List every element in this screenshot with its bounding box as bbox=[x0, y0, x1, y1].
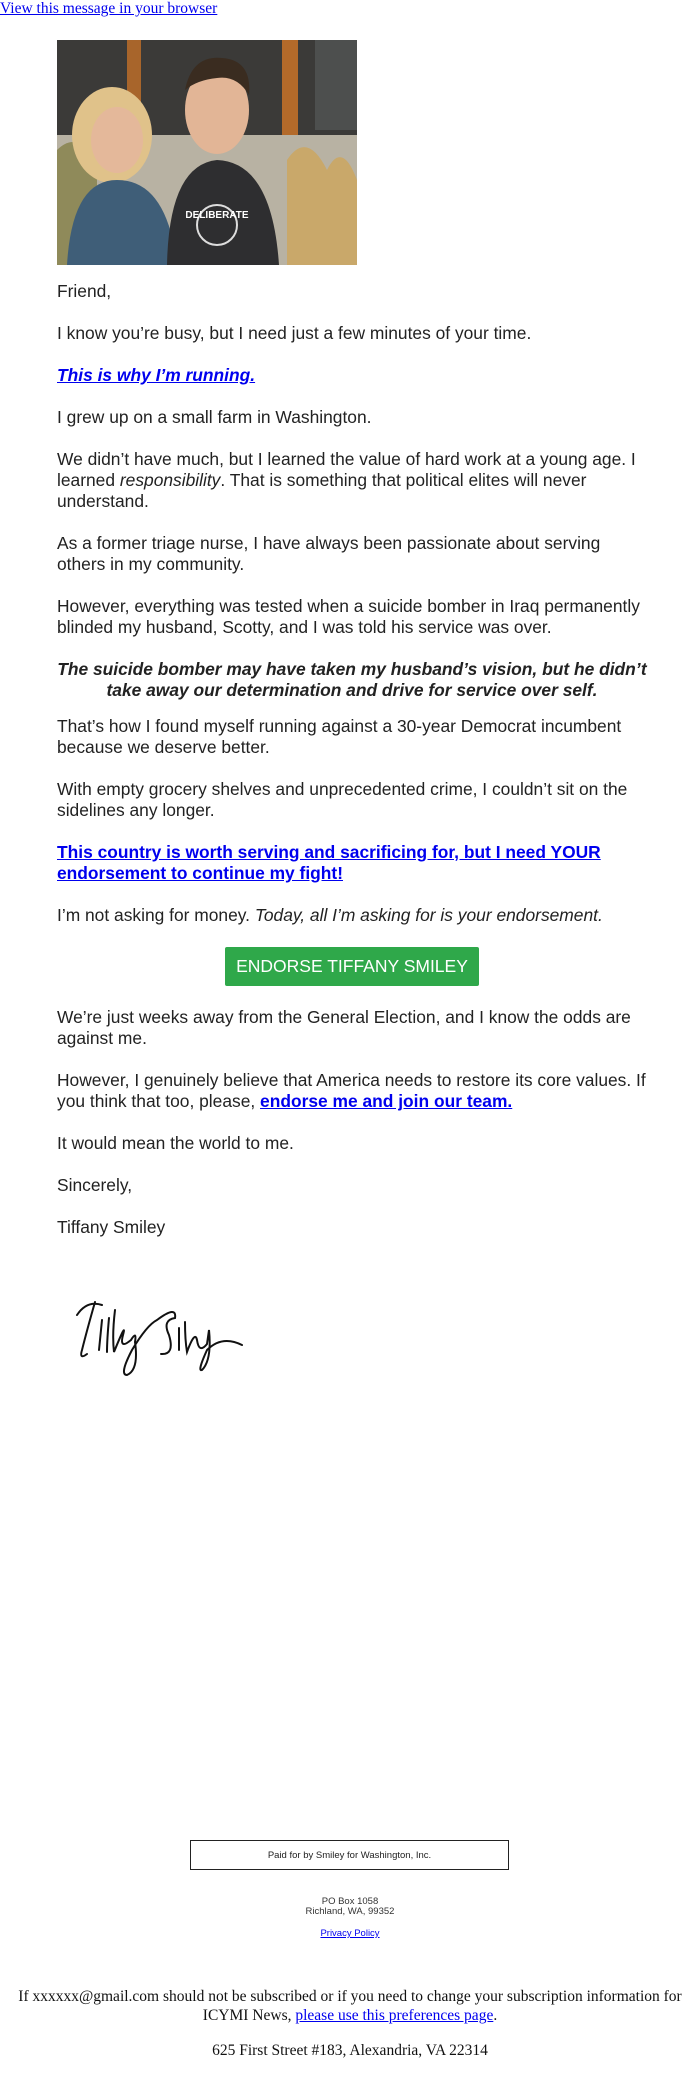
not-money-text: I’m not asking for money. bbox=[57, 905, 255, 925]
unsubscribe-notice bbox=[0, 1987, 700, 2025]
quote-block: The suicide bomber may have taken my husband’s vision, but he didn’t take away our determination and drive for service over self. bbox=[57, 659, 647, 700]
paragraph-hard-work-end: . That is something that political elites will never understand. bbox=[57, 470, 587, 511]
signature-image bbox=[57, 1280, 257, 1380]
paragraph-world: It would mean the world to me. bbox=[57, 1133, 294, 1153]
paragraph-weeks-away: We’re just weeks away from the General Election, and I know the odds are against me. bbox=[57, 1007, 631, 1048]
unsubscribe-text: If xxxxxx@gmail.com should not be subscribed or if you need to change your subscription information for ICYMI News, bbox=[18, 1988, 682, 2024]
paragraph-hard-work-text: We didn’t have much, but I learned the value of hard work at a young age. I learned bbox=[57, 449, 636, 490]
country-worth-link[interactable]: This country is worth serving and sacrificing for, but I need YOUR endorsement to continue my fight! bbox=[57, 842, 601, 883]
core-values-text: However, I genuinely believe that America needs to restore its core values. If you think that too, please, bbox=[57, 1070, 646, 1111]
paid-for-box: Paid for by Smiley for Washington, Inc. bbox=[190, 1840, 509, 1870]
privacy-policy-link[interactable]: Privacy Policy bbox=[320, 1928, 380, 1939]
preferences-link[interactable]: please use this preferences page bbox=[295, 2007, 494, 2024]
signer-name: Tiffany Smiley bbox=[57, 1217, 166, 1237]
po-box: PO Box 1058 bbox=[321, 1896, 379, 1907]
endorse-join-link[interactable]: endorse me and join our team. bbox=[260, 1091, 513, 1111]
sender-address: 625 First Street #183, Alexandria, VA 22314 bbox=[212, 2042, 488, 2059]
greeting: Friend, bbox=[57, 281, 112, 301]
shirt-logo-text: DELIBERATE bbox=[185, 210, 249, 221]
closing: Sincerely, bbox=[57, 1175, 133, 1195]
paragraph-tested: However, everything was tested when a suicide bomber in Iraq permanently blinded my husband, Scotty, and I was told his service was over. bbox=[57, 596, 640, 637]
paragraph-farm: I grew up on a small farm in Washington. bbox=[57, 407, 372, 427]
paragraph-nurse: As a former triage nurse, I have always been passionate about serving others in my community. bbox=[57, 533, 601, 574]
endorse-button[interactable]: ENDORSE TIFFANY SMILEY bbox=[225, 947, 479, 986]
responsibility-emphasis: responsibility bbox=[119, 470, 221, 490]
view-in-browser-link[interactable]: View this message in your browser bbox=[0, 0, 218, 17]
letter-body bbox=[57, 281, 647, 1259]
paragraph-not-money bbox=[57, 905, 647, 926]
paragraph-running: That’s how I found myself running against a 30-year Democrat incumbent because we deserve better. bbox=[57, 716, 622, 757]
privacy-wrap bbox=[0, 1928, 700, 1939]
unsubscribe-end: . bbox=[493, 2007, 498, 2024]
paragraph-busy: I know you’re busy, but I need just a few minutes of your time. bbox=[57, 323, 532, 343]
why-running-link[interactable]: This is why I’m running. bbox=[57, 365, 256, 385]
endorsement-emphasis: Today, all I’m asking for is your endorsement. bbox=[254, 905, 603, 925]
mailing-address bbox=[0, 1897, 700, 1917]
city-state: Richland, WA, 99352 bbox=[305, 1906, 395, 1917]
paragraph-hard-work bbox=[57, 449, 647, 512]
paragraph-core-values bbox=[57, 1070, 647, 1112]
candidate-photo bbox=[57, 40, 357, 265]
paragraph-sidelines: With empty grocery shelves and unprecedented crime, I couldn’t sit on the sidelines any longer. bbox=[57, 779, 628, 820]
